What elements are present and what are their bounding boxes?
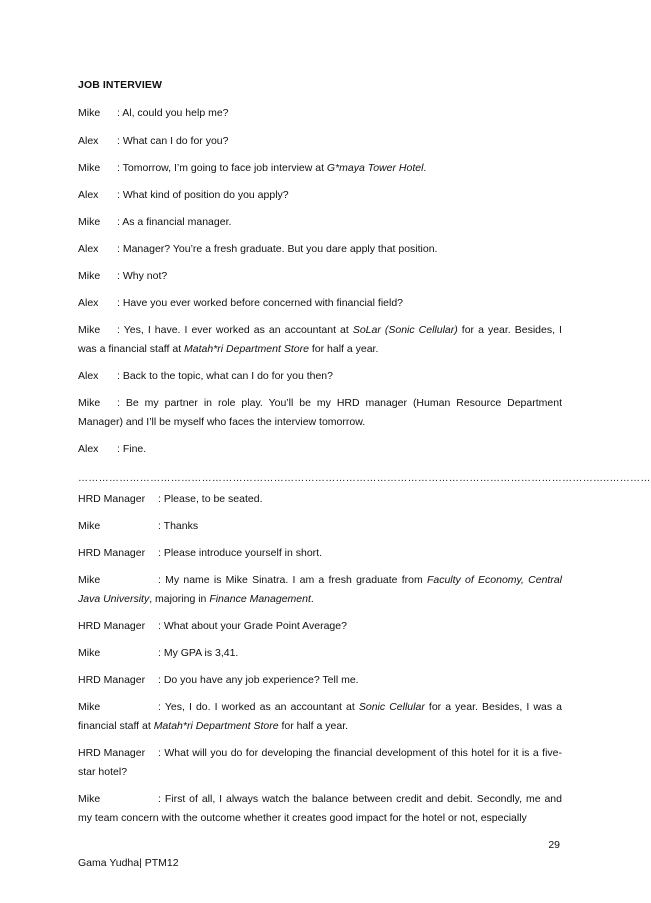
colon: :: [158, 547, 164, 559]
colon: :: [117, 216, 123, 228]
dialogue-text: for a year. Besides, I was a financial staff at: [78, 701, 562, 732]
speaker-name: Mike: [78, 520, 101, 532]
dialogue-text: As a financial manager.: [122, 216, 232, 228]
dialogue-text: for half a year.: [308, 343, 379, 355]
dialogue-text: Back to the topic, what can I do for you then?: [122, 370, 333, 382]
colon: :: [117, 135, 123, 147]
colon: :: [117, 443, 123, 455]
speaker-name: HRD Manager: [78, 547, 146, 559]
speaker-name: Alex: [78, 370, 99, 382]
dialogue-line: [78, 744, 562, 782]
dialogue-text: Be my partner in role play. You’ll be my HRD manager (Human Resource Department Manager) and I’ll be myself who faces the interview tomorrow.: [78, 397, 562, 428]
dialogue-line: [78, 517, 562, 536]
colon: :: [158, 793, 165, 805]
page-number: 29: [548, 839, 560, 851]
page-footer: Gama Yudha| PTM12: [78, 857, 179, 869]
speaker-name: Mike: [78, 324, 101, 336]
dialogue-line: [78, 321, 562, 359]
colon: :: [117, 162, 123, 174]
dialogue-line: [78, 698, 562, 736]
dialogue-text: Tomorrow, I’m going to face job interview at: [122, 162, 327, 174]
dialogue-text: Yes, I do. I worked as an accountant at: [164, 701, 359, 713]
dialogue-text: What about your Grade Point Average?: [163, 620, 347, 632]
dialogue-line: [78, 440, 562, 459]
colon: :: [158, 647, 164, 659]
dialogue-text: .: [310, 593, 314, 605]
dialogue-line: [78, 159, 562, 178]
dialogue-line: [78, 294, 562, 313]
dialogue-text: , majoring in: [149, 593, 210, 605]
dialogue-line: [78, 790, 562, 828]
speaker-name: Mike: [78, 701, 101, 713]
speaker-name: Alex: [78, 297, 99, 309]
colon: :: [117, 397, 126, 409]
speaker-name: HRD Manager: [78, 674, 146, 686]
dialogue-text: Do you have any job experience? Tell me.: [163, 674, 359, 686]
dialogue-text: My GPA is 3,41.: [163, 647, 239, 659]
dialogue-italic: Faculty of Economy, Central Java University: [78, 574, 562, 605]
speaker-name: HRD Manager: [78, 747, 146, 759]
dialogue-text: Please introduce yourself in short.: [163, 547, 323, 559]
dialogue-text: Thanks: [163, 520, 199, 532]
dialogue-text: Manager? You’re a fresh graduate. But you dare apply that position.: [122, 243, 438, 255]
speaker-name: Alex: [78, 243, 99, 255]
dialogue-line: [78, 571, 562, 609]
speaker-name: Mike: [78, 793, 101, 805]
dialogue-line: [78, 267, 562, 286]
colon: :: [158, 747, 165, 759]
dialogue-line: [78, 367, 562, 386]
dialogue-line: [78, 186, 562, 205]
colon: :: [158, 701, 165, 713]
separator-dots: ………………………………………………………………………………………………………………………………………..…………: [78, 473, 651, 484]
dialogue-text: Why not?: [122, 270, 168, 282]
dialogue-text: Al, could you help me?: [122, 107, 229, 119]
colon: :: [158, 520, 164, 532]
colon: :: [158, 620, 164, 632]
dialogue-text: What can I do for you?: [122, 135, 229, 147]
colon: :: [117, 324, 124, 336]
speaker-name: Alex: [78, 135, 99, 147]
dialogue-line: [78, 394, 562, 432]
colon: :: [117, 270, 123, 282]
colon: :: [117, 107, 123, 119]
colon: :: [117, 189, 123, 201]
colon: :: [117, 297, 123, 309]
speaker-name: Mike: [78, 270, 101, 282]
dialogue-text: .: [423, 162, 427, 174]
dialogue-line: [78, 617, 562, 636]
dialogue-line: [78, 644, 562, 663]
speaker-name: Alex: [78, 189, 99, 201]
dialogue-text: Have you ever worked before concerned with financial field?: [122, 297, 404, 309]
speaker-name: HRD Manager: [78, 620, 146, 632]
colon: :: [158, 674, 164, 686]
dialogue-text: Fine.: [122, 443, 147, 455]
dialogue-line: [78, 544, 562, 563]
dialogue-text: First of all, I always watch the balance between credit and debit. Secondly, me and my team concern with the outcome whether it creates good impact for the hotel or not, especially: [78, 793, 562, 824]
colon: :: [158, 493, 164, 505]
dialogue-line: [78, 213, 562, 232]
colon: :: [117, 243, 123, 255]
speaker-name: HRD Manager: [78, 493, 146, 505]
speaker-name: Mike: [78, 647, 101, 659]
dialogue-italic: Matah*ri Department Store: [184, 343, 309, 355]
dialogue-text: My name is Mike Sinatra. I am a fresh graduate from: [165, 574, 427, 586]
dialogue-italic: Matah*ri Department Store: [153, 720, 279, 732]
colon: :: [158, 574, 166, 586]
speaker-name: Mike: [78, 107, 101, 119]
dialogue-text: What kind of position do you apply?: [122, 189, 289, 201]
dialogue-italic: Finance Management: [209, 593, 311, 605]
dialogue-line: [78, 671, 562, 690]
speaker-name: Mike: [78, 397, 101, 409]
dialogue-line: [78, 240, 562, 259]
dialogue-text: for half a year.: [278, 720, 349, 732]
dialogue-line: [78, 490, 562, 509]
dialogue-line: [78, 132, 562, 151]
dialogue-line: [78, 104, 562, 123]
speaker-name: Alex: [78, 443, 99, 455]
dialogue-text: for a year. Besides, I was a financial staff at: [78, 324, 562, 355]
speaker-name: Mike: [78, 574, 101, 586]
speaker-name: Mike: [78, 162, 101, 174]
speaker-name: Mike: [78, 216, 101, 228]
dialogue-text: Yes, I have. I ever worked as an accountant at: [123, 324, 353, 336]
dialogue-italic: SoLar (Sonic Cellular): [352, 324, 458, 336]
dialogue-italic: G*maya Tower Hotel: [326, 162, 424, 174]
dialogue-text: What will you do for developing the financial development of this hotel for it is a five-star hotel?: [78, 747, 562, 778]
document-title: JOB INTERVIEW: [78, 79, 162, 91]
colon: :: [117, 370, 123, 382]
dialogue-italic: Sonic Cellular: [358, 701, 425, 713]
dialogue-text: Please, to be seated.: [163, 493, 263, 505]
